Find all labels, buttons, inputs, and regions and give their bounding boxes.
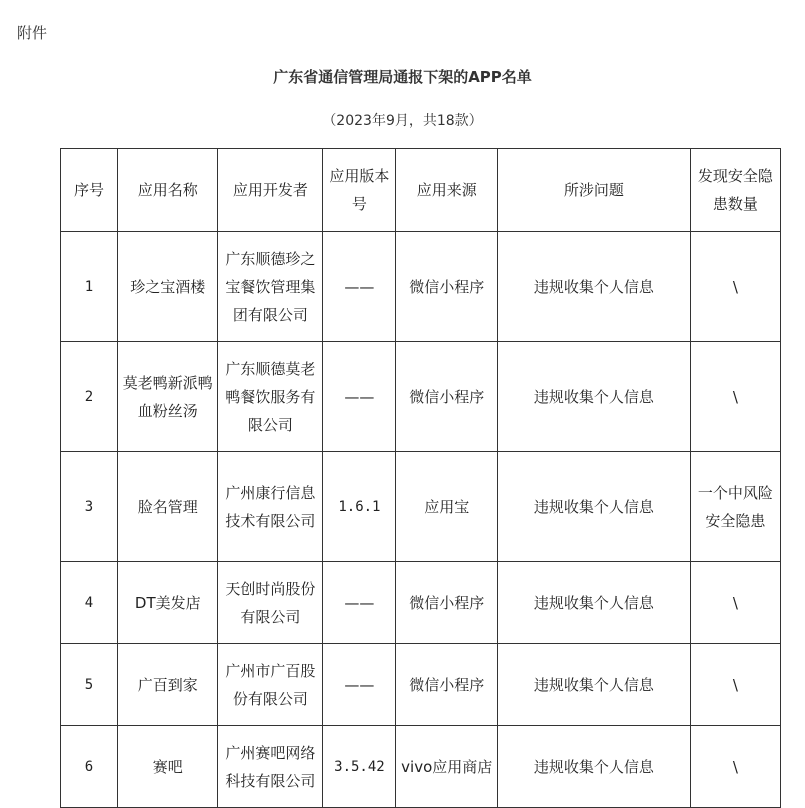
cell-risk-count: \: [690, 342, 780, 452]
cell-index: 3: [61, 452, 118, 562]
header-risk-count: 发现安全隐患数量: [690, 149, 780, 232]
cell-source: 微信小程序: [396, 562, 498, 644]
table-header-row: [61, 149, 781, 232]
table-row: [61, 232, 781, 342]
cell-issue: 违规收集个人信息: [497, 452, 690, 562]
header-developer: 应用开发者: [218, 149, 323, 232]
cell-version: ——: [323, 644, 396, 726]
header-issue: 所涉问题: [497, 149, 690, 232]
header-index: 序号: [61, 149, 118, 232]
header-version: 应用版本号: [323, 149, 396, 232]
cell-developer: 广州康行信息技术有限公司: [218, 452, 323, 562]
cell-version: 1.6.1: [323, 452, 396, 562]
cell-issue: 违规收集个人信息: [497, 562, 690, 644]
cell-version: 3.5.42: [323, 726, 396, 808]
document-subtitle: （2023年9月，共18款）: [322, 113, 483, 129]
cell-app-name: 莫老鸭新派鸭血粉丝汤: [118, 342, 218, 452]
table-row: [61, 644, 781, 726]
table-row: [61, 562, 781, 644]
cell-risk-count: \: [690, 644, 780, 726]
app-list-table: [60, 148, 781, 808]
cell-issue: 违规收集个人信息: [497, 232, 690, 342]
cell-risk-count: \: [690, 232, 780, 342]
table-row: [61, 452, 781, 562]
cell-version: ——: [323, 232, 396, 342]
cell-risk-count: \: [690, 726, 780, 808]
cell-app-name: 珍之宝酒楼: [118, 232, 218, 342]
header-source: 应用来源: [396, 149, 498, 232]
cell-index: 4: [61, 562, 118, 644]
cell-risk-count: \: [690, 562, 780, 644]
cell-developer: 广东顺德莫老鸭餐饮服务有限公司: [218, 342, 323, 452]
table-row: [61, 726, 781, 808]
cell-app-name: 脸名管理: [118, 452, 218, 562]
cell-risk-count: 一个中风险安全隐患: [690, 452, 780, 562]
cell-source: 微信小程序: [396, 644, 498, 726]
attachment-label: 附件: [17, 24, 48, 42]
cell-version: ——: [323, 342, 396, 452]
cell-app-name: 赛吧: [118, 726, 218, 808]
cell-app-name: DT美发店: [118, 562, 218, 644]
cell-source: 应用宝: [396, 452, 498, 562]
cell-index: 2: [61, 342, 118, 452]
cell-developer: 天创时尚股份有限公司: [218, 562, 323, 644]
cell-version: ——: [323, 562, 396, 644]
table-row: [61, 342, 781, 452]
document-title: 广东省通信管理局通报下架的APP名单: [273, 68, 532, 86]
cell-developer: 广州赛吧网络科技有限公司: [218, 726, 323, 808]
cell-source: 微信小程序: [396, 232, 498, 342]
cell-index: 6: [61, 726, 118, 808]
cell-issue: 违规收集个人信息: [497, 726, 690, 808]
cell-index: 5: [61, 644, 118, 726]
cell-index: 1: [61, 232, 118, 342]
cell-source: vivo应用商店: [396, 726, 498, 808]
cell-issue: 违规收集个人信息: [497, 342, 690, 452]
cell-developer: 广东顺德珍之宝餐饮管理集团有限公司: [218, 232, 323, 342]
cell-source: 微信小程序: [396, 342, 498, 452]
header-app-name: 应用名称: [118, 149, 218, 232]
cell-app-name: 广百到家: [118, 644, 218, 726]
cell-developer: 广州市广百股份有限公司: [218, 644, 323, 726]
cell-issue: 违规收集个人信息: [497, 644, 690, 726]
